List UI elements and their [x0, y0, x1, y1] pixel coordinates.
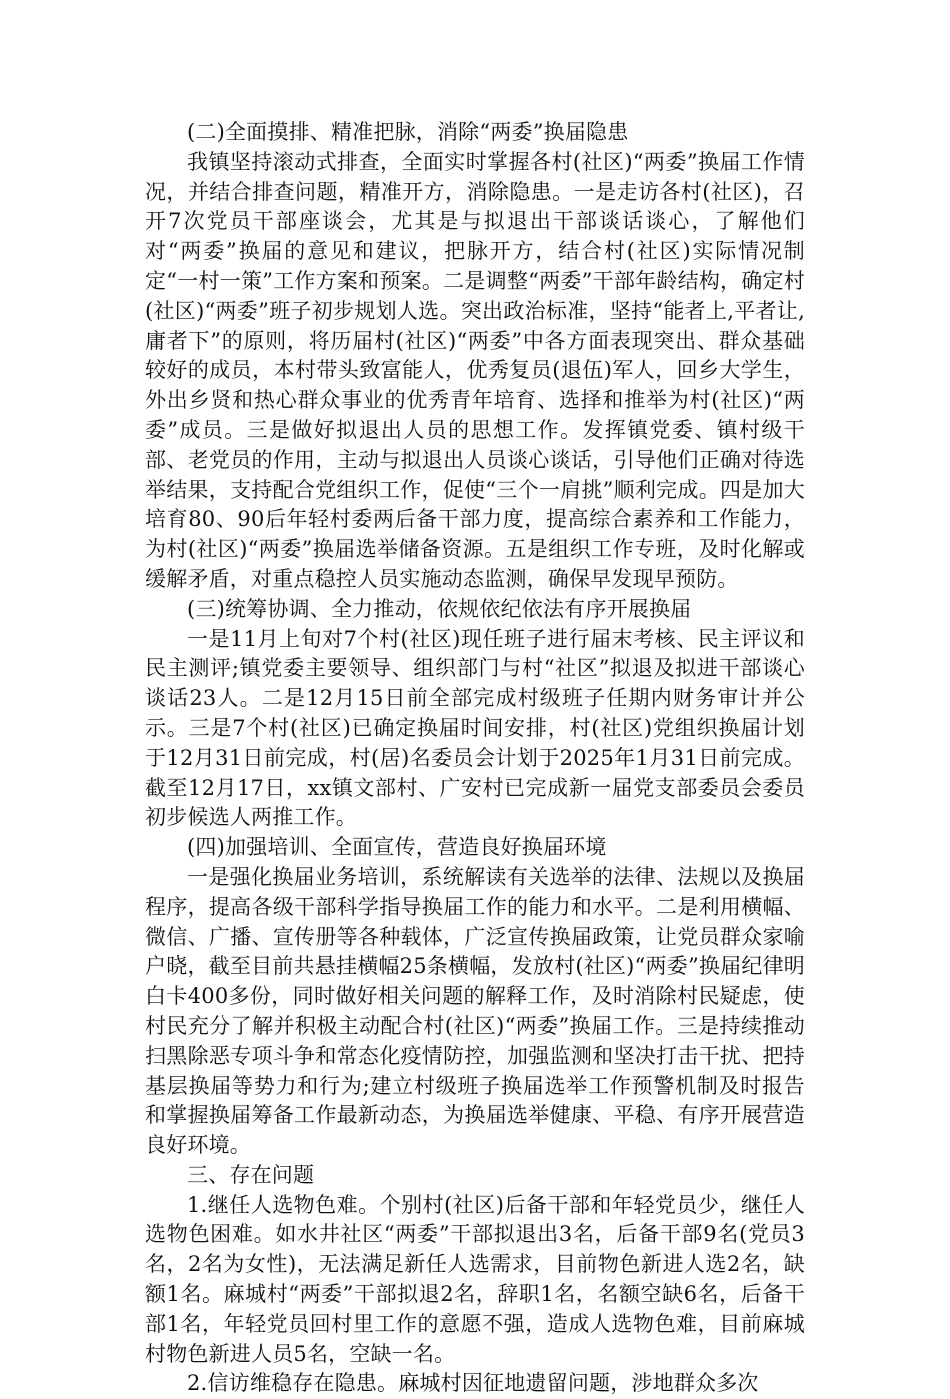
section-heading-4: (四)加强培训、全面宣传，营造良好换届环境	[187, 835, 607, 860]
section-heading-2: (二)全面摸排、精准把脉，消除“两委”换届隐患	[187, 120, 629, 144]
document-page	[145, 118, 805, 1399]
body-paragraph: 一是11月上旬对7个村(社区)现任班子进行届末考核、民主评议和民主测评;镇党委主要领导、组织部门与村“社区”拟退及拟进干部谈心谈话23人。二是12月15日前全部完成村级班子任期内财务审计并公示。三是7个村(社区)已确定换届时间安排，村(社区)党组织换届计划于12月31日前完成，村(居)名委员会计划于2025年1月31日前完成。截至12月17日，xx镇文部村、广安村已完成新一届党支部委员会委员初步候选人两推工作。	[145, 626, 805, 830]
body-paragraph: 一是强化换届业务培训，系统解读有关选举的法律、法规以及换届程序，提高各级干部科学指导换届工作的能力和水平。二是利用横幅、微信、广播、宣传册等各种载体，广泛宣传换届政策，让党员群众家喻户晓，截至目前共悬挂横幅25条横幅，发放村(社区)“两委”换届纪律明白卡400多份，同时做好相关问题的解释工作，及时消除村民疑虑，使村民充分了解并积极主动配合村(社区)“两委”换届工作。三是持续推动扫黑除恶专项斗争和常态化疫情防控，加强监测和坚决打击干扰、把持基层换届等势力和行为;建立村级班子换届选举工作预警机制及时报告和掌握换届筹备工作最新动态，为换届选举健康、平稳、有序开展营造良好环境。	[145, 864, 805, 1158]
body-paragraph: 我镇坚持滚动式排查，全面实时掌握各村(社区)“两委”换届工作情况，并结合排查问题，精准开方，消除隐患。一是走访各村(社区)，召开7次党员干部座谈会，尤其是与拟退出干部谈话谈心，了解他们对“两委”换届的意见和建议，把脉开方，结合村(社区)实际情况制定“一村一策”工作方案和预案。二是调整“两委”干部年龄结构，确定村(社区)“两委”班子初步规划人选。突出政治标准，坚持“能者上,平者让,庸者下”的原则，将历届村(社区)“两委”中各方面表现突出、群众基础较好的成员，本村带头致富能人，优秀复员(退伍)军人，回乡大学生，外出乡贤和热心群众事业的优秀青年培育、选择和推举为村(社区)“两委”成员。三是做好拟退出人员的思想工作。发挥镇党委、镇村级干部、老党员的作用，主动与拟退出人员谈心谈话，引导他们正确对待选举结果，支持配合党组织工作，促使“三个一肩挑”顺利完成。四是加大培育80、90后年轻村委两后备干部力度，提高综合素养和工作能力，为村(社区)“两委”换届选举储备资源。五是组织工作专班，及时化解或缓解矛盾，对重点稳控人员实施动态监测，确保早发现早预防。	[145, 149, 805, 591]
section-heading-3: (三)统筹协调、全力推动，依规依纪依法有序开展换届	[187, 596, 692, 621]
body-paragraph: 2.信访维稳存在隐患。麻城村因征地遗留问题，涉地群众多次	[187, 1371, 759, 1396]
chapter-heading-problems: 三、存在问题	[187, 1162, 315, 1187]
body-paragraph: 1.继任人选物色难。个别村(社区)后备干部和年轻党员少，继任人选物色困难。如水井社区“两委”干部拟退出3名，后备干部9名(党员3名，2名为女性)，无法满足新任人选需求，目前物色新进人选2名，缺额1名。麻城村“两委”干部拟退2名，辞职1名，名额空缺6名，后备干部1名，年轻党员回村里工作的意愿不强，造成人选物色难，目前麻城村物色新进人员5名，空缺一名。	[145, 1192, 805, 1366]
